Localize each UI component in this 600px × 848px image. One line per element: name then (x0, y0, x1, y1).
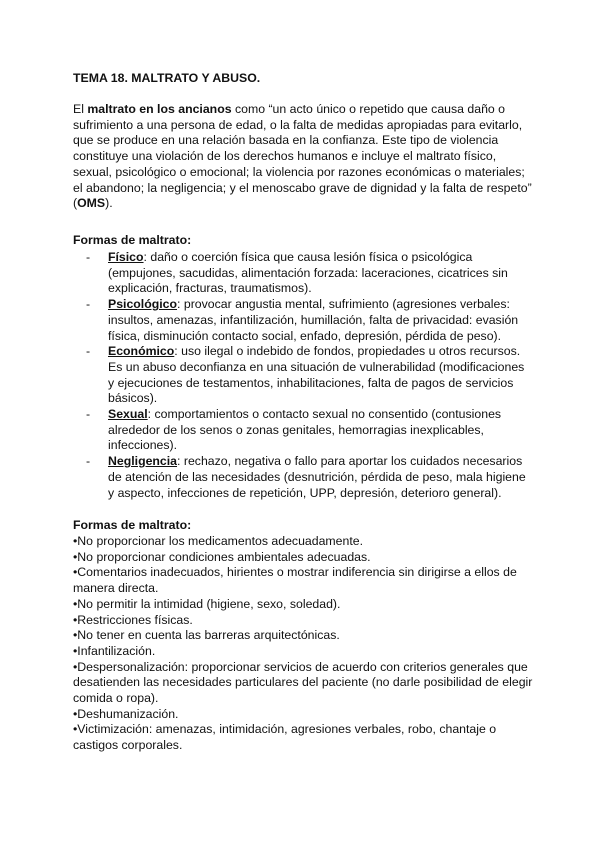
list-item: •No tener en cuenta las barreras arquitectónicas. (73, 628, 340, 643)
document-title: TEMA 18. MALTRATO Y ABUSO. (73, 71, 261, 85)
dash-marker: - (86, 454, 91, 469)
list-item: •Restricciones físicas. (73, 612, 193, 627)
form-term: Negligencia (108, 454, 178, 469)
list-item: •Infantilización. (73, 643, 156, 658)
dash-marker: - (86, 250, 91, 264)
form-description: : daño o coerción física que causa lesión física o psicológica (empujones, sacudidas, alimentación forzada: laceraciones, cicatrices sin explicación, fracturas, traumatismos). (108, 250, 508, 296)
form-term: Físico (108, 250, 144, 264)
intro-suffix: ). (105, 196, 113, 211)
list-item: •No proporcionar condiciones ambientales adecuadas. (73, 549, 371, 564)
list-item (73, 344, 533, 407)
dash-marker: - (86, 297, 91, 312)
list-item: •No permitir la intimidad (higiene, sexo, soledad). (73, 596, 341, 611)
list-item: •Despersonalización: proporcionar servicios de acuerdo con criterios generales que desatienden las necesidades particulares del paciente (no darle posibilidad de elegir comida o ropa). (73, 659, 533, 706)
list-item: •Deshumanización. (73, 706, 179, 721)
maltrato-forms-list (73, 250, 533, 501)
list-item (73, 454, 533, 501)
intro-paragraph (73, 102, 533, 212)
maltrato-bullet-list (73, 534, 533, 754)
section1-heading: Formas de maltrato: (73, 233, 192, 247)
intro-bold-term: maltrato en los ancianos (87, 102, 232, 116)
form-description: : rechazo, negativa o fallo para aportar los cuidados necesarios de atención de las necesidades (desnutrición, pérdida de peso, mala higiene y aspecto, infecciones de repetición, UPP, depresión, deterioro general). (108, 454, 526, 500)
intro-source: OMS (77, 196, 106, 211)
form-term: Psicológico (108, 297, 178, 312)
section2-heading: Formas de maltrato: (73, 518, 192, 532)
list-item (73, 407, 533, 454)
dash-marker: - (86, 344, 91, 359)
form-description: : comportamientos o contacto sexual no consentido (contusiones alrededor de los senos o zonas genitales, hemorragias inexplicables, infecciones). (108, 407, 502, 453)
intro-text: como “un acto único o repetido que causa daño o sufrimiento a una persona de edad, o la falta de medidas apropiadas para evitarlo, que se produce en una relación basada en la confianza. Este tipo de violencia constituye una violación de los derechos humanos e incluye el maltrato físico, sexual, psicológico o emocional; la violencia por razones económicas o materiales; el abandono; la negligencia; y el menoscabo grave de dignidad y la falta de respeto” ( (73, 102, 532, 211)
form-term: Sexual (108, 407, 148, 422)
dash-marker: - (86, 407, 91, 422)
form-description: : uso ilegal o indebido de fondos, propiedades u otros recursos. Es un abuso deconfianza en una situación de vulnerabilidad (modificaciones y ejecuciones de testamentos, inhabilitaciones, falta de pagos de servicios básicos). (108, 344, 525, 406)
intro-prefix: El (73, 102, 88, 116)
list-item: •No proporcionar los medicamentos adecuadamente. (73, 534, 364, 548)
form-term: Económico (108, 344, 175, 359)
list-item: •Victimización: amenazas, intimidación, agresiones verbales, robo, chantaje o castigos corporales. (73, 722, 497, 753)
form-description: : provocar angustia mental, sufrimiento (agresiones verbales: insultos, amenazas, infantilización, humillación, falta de privacidad: evasión física, disminución contacto social, enfado, depresión, pérdida de peso). (108, 297, 519, 343)
list-item: •Comentarios inadecuados, hirientes o mostrar indiferencia sin dirigirse a ellos de manera directa. (73, 565, 517, 596)
list-item (73, 297, 533, 344)
list-item (73, 250, 533, 297)
